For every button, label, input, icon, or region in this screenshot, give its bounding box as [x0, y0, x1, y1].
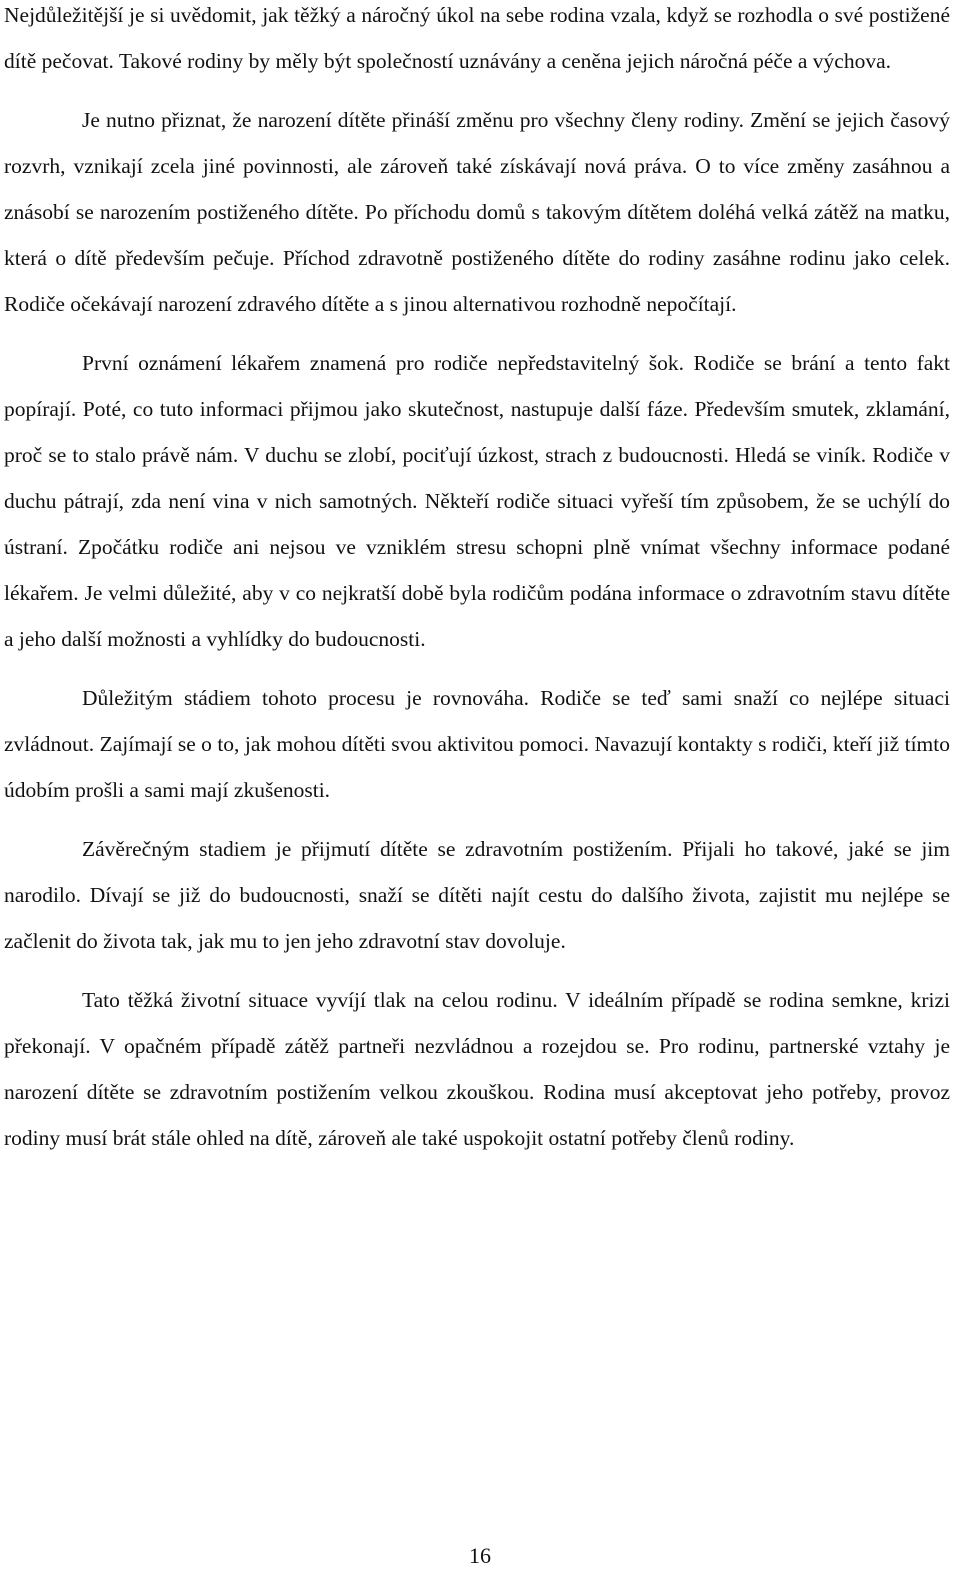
paragraph-1: Nejdůležitější je si uvědomit, jak těžký a náročný úkol na sebe rodina vzala, když se rozhodla o své postižené dítě pečovat. Takové rodiny by měly být společností uznávány a ceněna jejich náročná péče a výchova. [4, 3, 950, 73]
document-page [4, 0, 950, 1174]
paragraph-2: Je nutno přiznat, že narození dítěte přináší změnu pro všechny členy rodiny. Změní se jejich časový rozvrh, vznikají zcela jiné povinnosti, ale zároveň také získávají nová práva. O to více změny zasáhnou a znásobí se narozením postiženého dítěte. Po příchodu domů s takovým dítětem doléhá velká zátěž na matku, která o dítě především pečuje. Příchod zdravotně postiženého dítěte do rodiny zasáhne rodinu jako celek. Rodiče očekávají narození zdravého dítěte a s jinou alternativou rozhodně nepočítají. [4, 108, 950, 316]
paragraph-6: Tato těžká životní situace vyvíjí tlak na celou rodinu. V ideálním případě se rodina semkne, krizi překonají. V opačném případě zátěž partneři nezvládnou a rozejdou se. Pro rodinu, partnerské vztahy je narození dítěte se zdravotním postižením velkou zkouškou. Rodina musí akceptovat jeho potřeby, provoz rodiny musí brát stále ohled na dítě, zároveň ale také uspokojit ostatní potřeby členů rodiny. [4, 988, 950, 1150]
paragraph-4: Důležitým stádiem tohoto procesu je rovnováha. Rodiče se teď sami snaží co nejlépe situaci zvládnout. Zajímají se o to, jak mohou dítěti svou aktivitou pomoci. Navazují kontakty s rodiči, kteří již tímto údobím prošli a sami mají zkušenosti. [4, 686, 950, 802]
page-number: 16 [469, 1543, 491, 1568]
paragraph-5: Závěrečným stadiem je přijmutí dítěte se zdravotním postižením. Přijali ho takové, jaké se jim narodilo. Dívají se již do budoucnosti, snaží se dítěti najít cestu do dalšího života, zajistit mu nejlépe se začlenit do života tak, jak mu to jen jeho zdravotní stav dovoluje. [4, 837, 950, 953]
paragraph-3: První oznámení lékařem znamená pro rodiče nepředstavitelný šok. Rodiče se brání a tento fakt popírají. Poté, co tuto informaci přijmou jako skutečnost, nastupuje další fáze. Především smutek, zklamání, proč se to stalo právě nám. V duchu se zlobí, pociťují úzkost, strach z budoucnosti. Hledá se viník. Rodiče v duchu pátrají, zda není vina v nich samotných. Někteří rodiče situaci vyřeší tím způsobem, že se uchýlí do ústraní. Zpočátku rodiče ani nejsou ve vzniklém stresu schopni plně vnímat všechny informace podané lékařem. Je velmi důležité, aby v co nejkratší době byla rodičům podána informace o zdravotním stavu dítěte a jeho další možnosti a vyhlídky do budoucnosti. [4, 351, 950, 651]
